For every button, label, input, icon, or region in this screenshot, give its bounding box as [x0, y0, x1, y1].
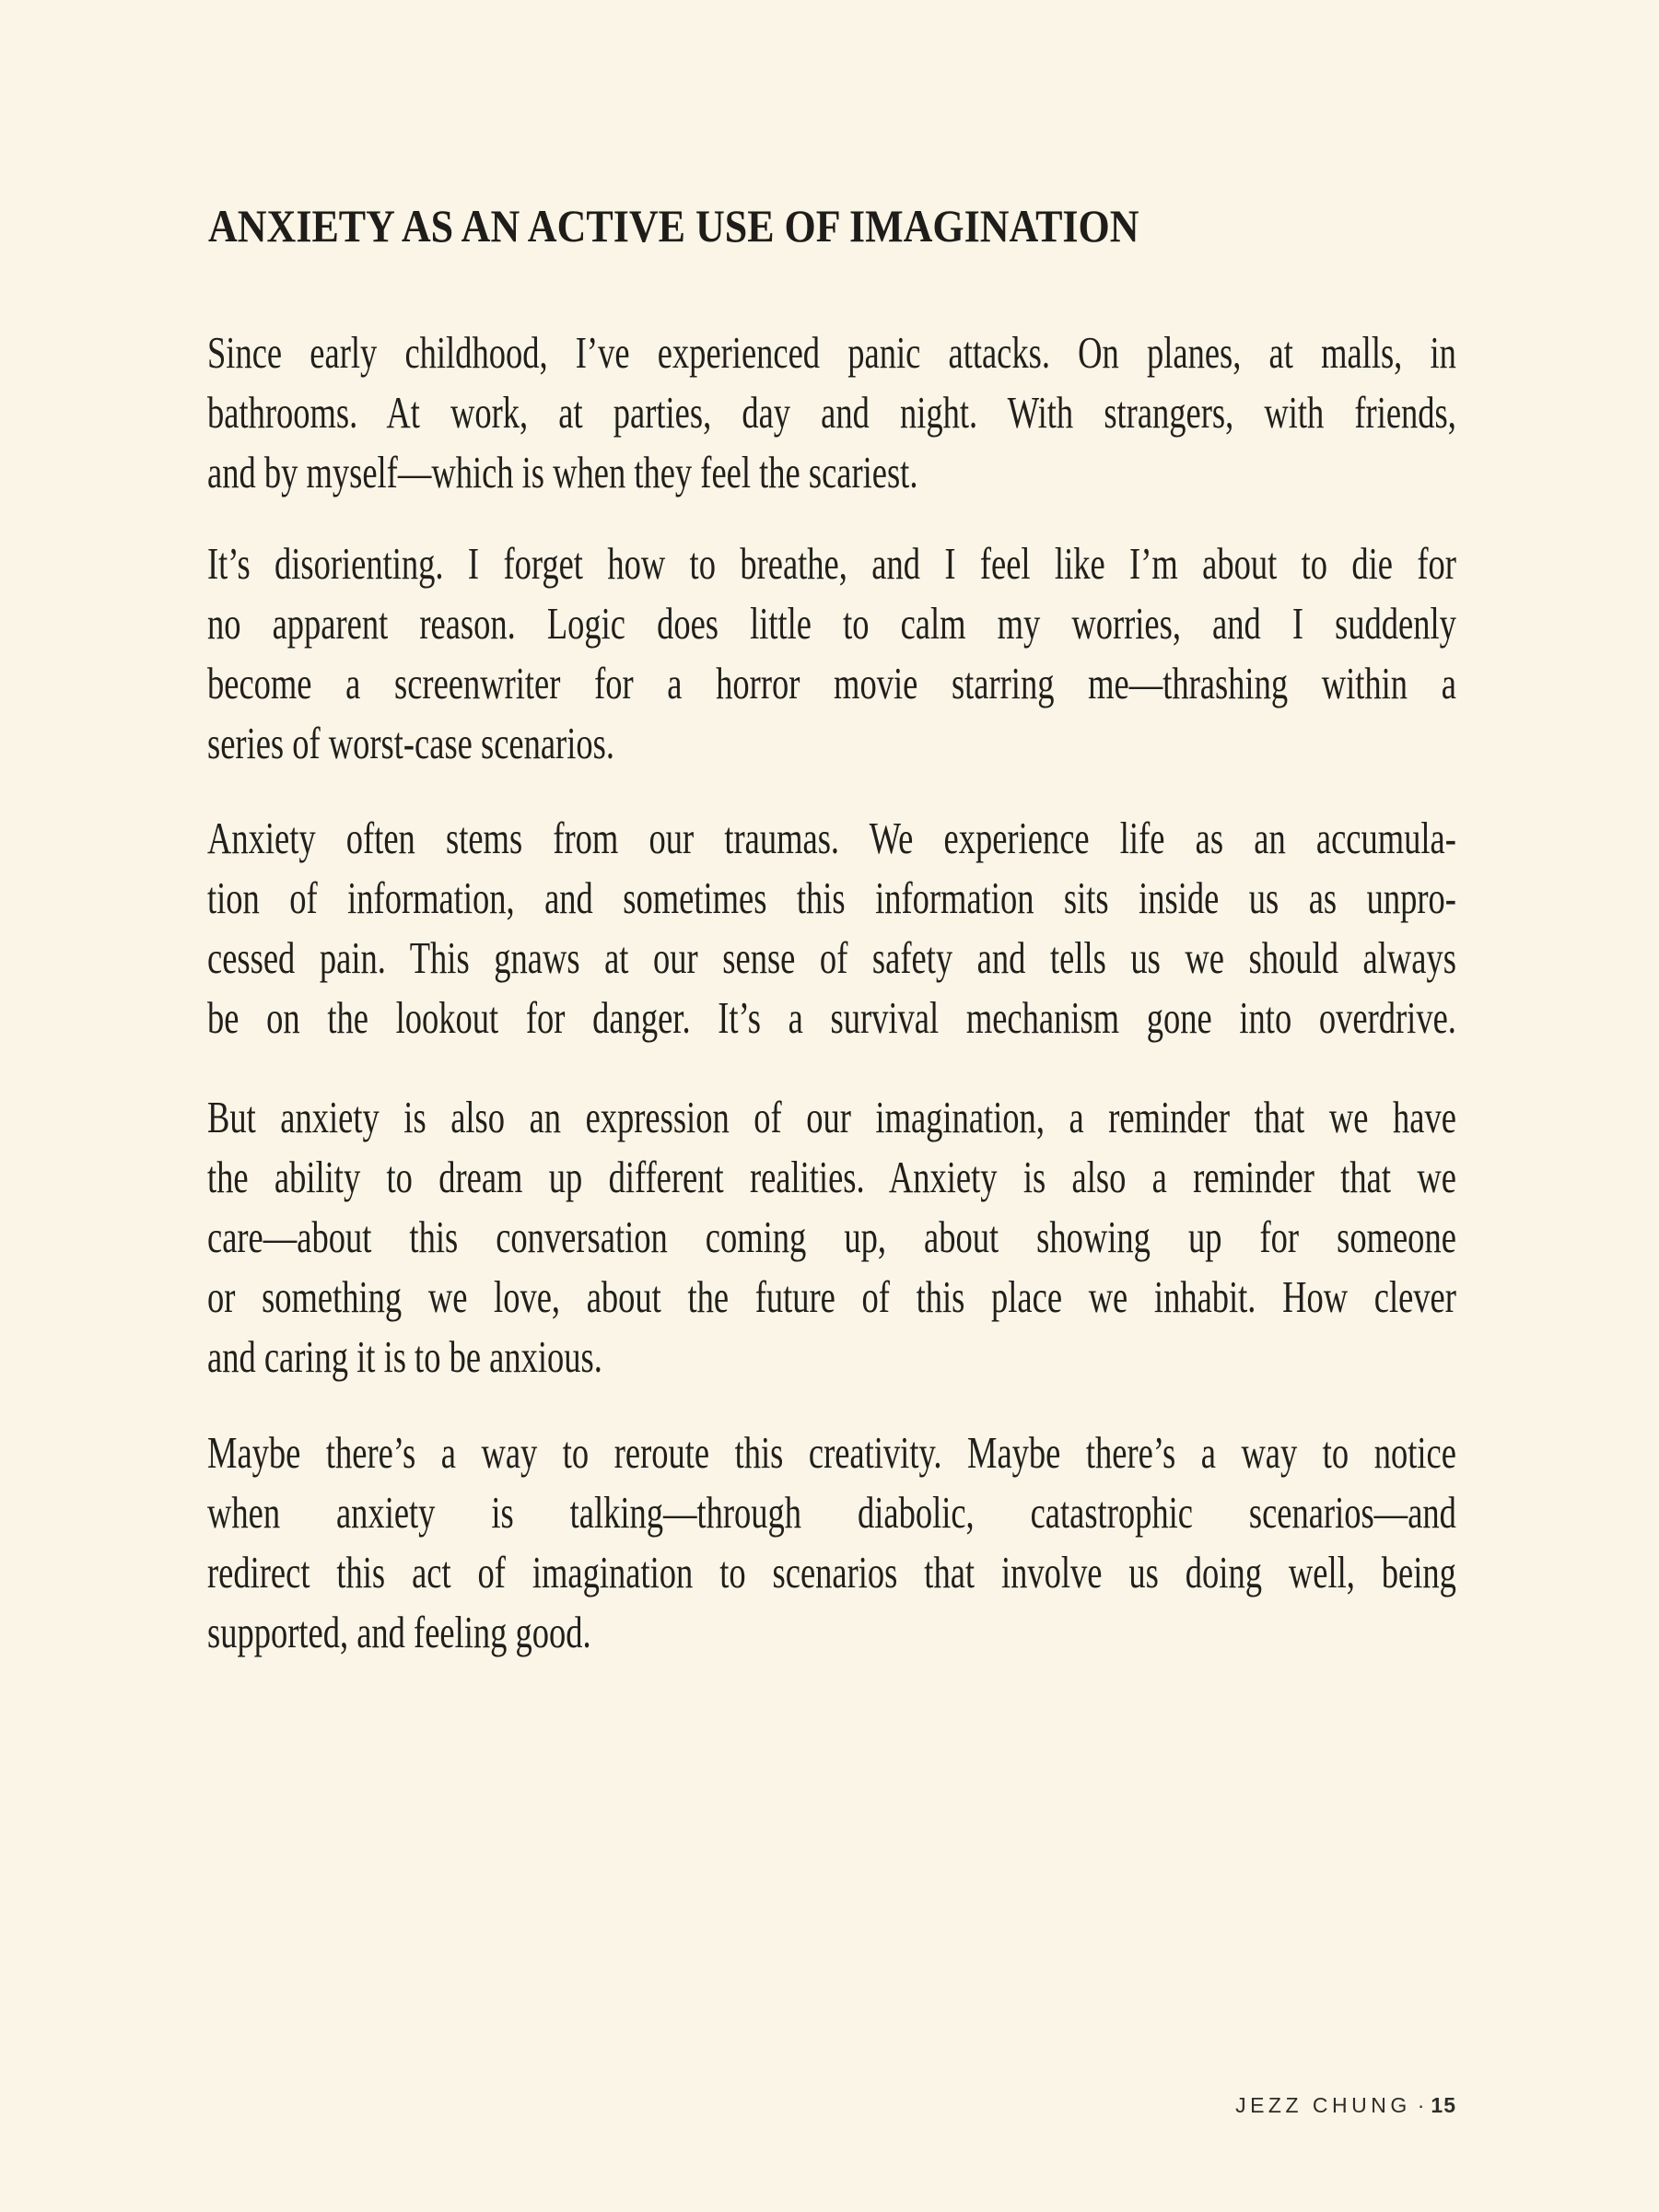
paragraph — [207, 1087, 1456, 1387]
paragraph — [207, 808, 1456, 1047]
footer-page-number: 15 — [1431, 2093, 1456, 2117]
paragraph-line: no apparent reason. Logic does little to calm my worries, and I suddenly — [207, 598, 1456, 649]
paragraph-line: redirect this act of imagination to scenarios that involve us doing well, being — [207, 1547, 1456, 1598]
paragraph-line: be on the lookout for danger. It’s a survival mechanism gone into overdrive. — [207, 992, 1456, 1043]
section-heading: ANXIETY AS AN ACTIVE USE OF IMAGINATION — [208, 200, 1139, 252]
paragraph-line: bathrooms. At work, at parties, day and night. With strangers, with friends, — [207, 387, 1456, 438]
paragraph-line: and caring it is to be anxious. — [207, 1331, 602, 1382]
paragraph-line: It’s disorienting. I forget how to breathe, and I feel like I’m about to die for — [207, 538, 1456, 589]
paragraph-line: Maybe there’s a way to reroute this creativity. Maybe there’s a way to notice — [207, 1427, 1456, 1478]
paragraph — [207, 533, 1456, 773]
paragraph-line: Since early childhood, I’ve experienced panic attacks. On planes, at malls, in — [207, 327, 1456, 378]
paragraph — [207, 1422, 1456, 1662]
paragraph-line: But anxiety is also an expression of our imagination, a reminder that we have — [207, 1092, 1456, 1142]
paragraph-line: supported, and feeling good. — [207, 1607, 591, 1657]
paragraph-line: become a screenwriter for a horror movie starring me—thrashing within a — [207, 658, 1456, 708]
paragraph-line: when anxiety is talking—through diabolic, catastrophic scenarios—and — [207, 1487, 1456, 1538]
paragraph-line: or something we love, about the future of this place we inhabit. How clever — [207, 1271, 1456, 1322]
paragraph-line: care—about this conversation coming up, about showing up for someone — [207, 1211, 1456, 1262]
paragraph-line: and by myself—which is when they feel the scariest. — [207, 447, 918, 497]
footer-author: JEZZ CHUNG — [1235, 2093, 1411, 2117]
running-footer — [1235, 2092, 1456, 2118]
paragraph — [207, 322, 1456, 502]
footer-separator: · — [1417, 2093, 1425, 2117]
paragraph-line: cessed pain. This gnaws at our sense of safety and tells us we should always — [207, 932, 1456, 983]
paragraph-line: the ability to dream up different realities. Anxiety is also a reminder that we — [207, 1152, 1456, 1202]
paragraph-line: series of worst-case scenarios. — [207, 718, 614, 768]
paragraph-line: Anxiety often stems from our traumas. We experience life as an accumula- — [207, 813, 1456, 863]
paragraph-line: tion of information, and sometimes this information sits inside us as unpro- — [207, 872, 1456, 923]
